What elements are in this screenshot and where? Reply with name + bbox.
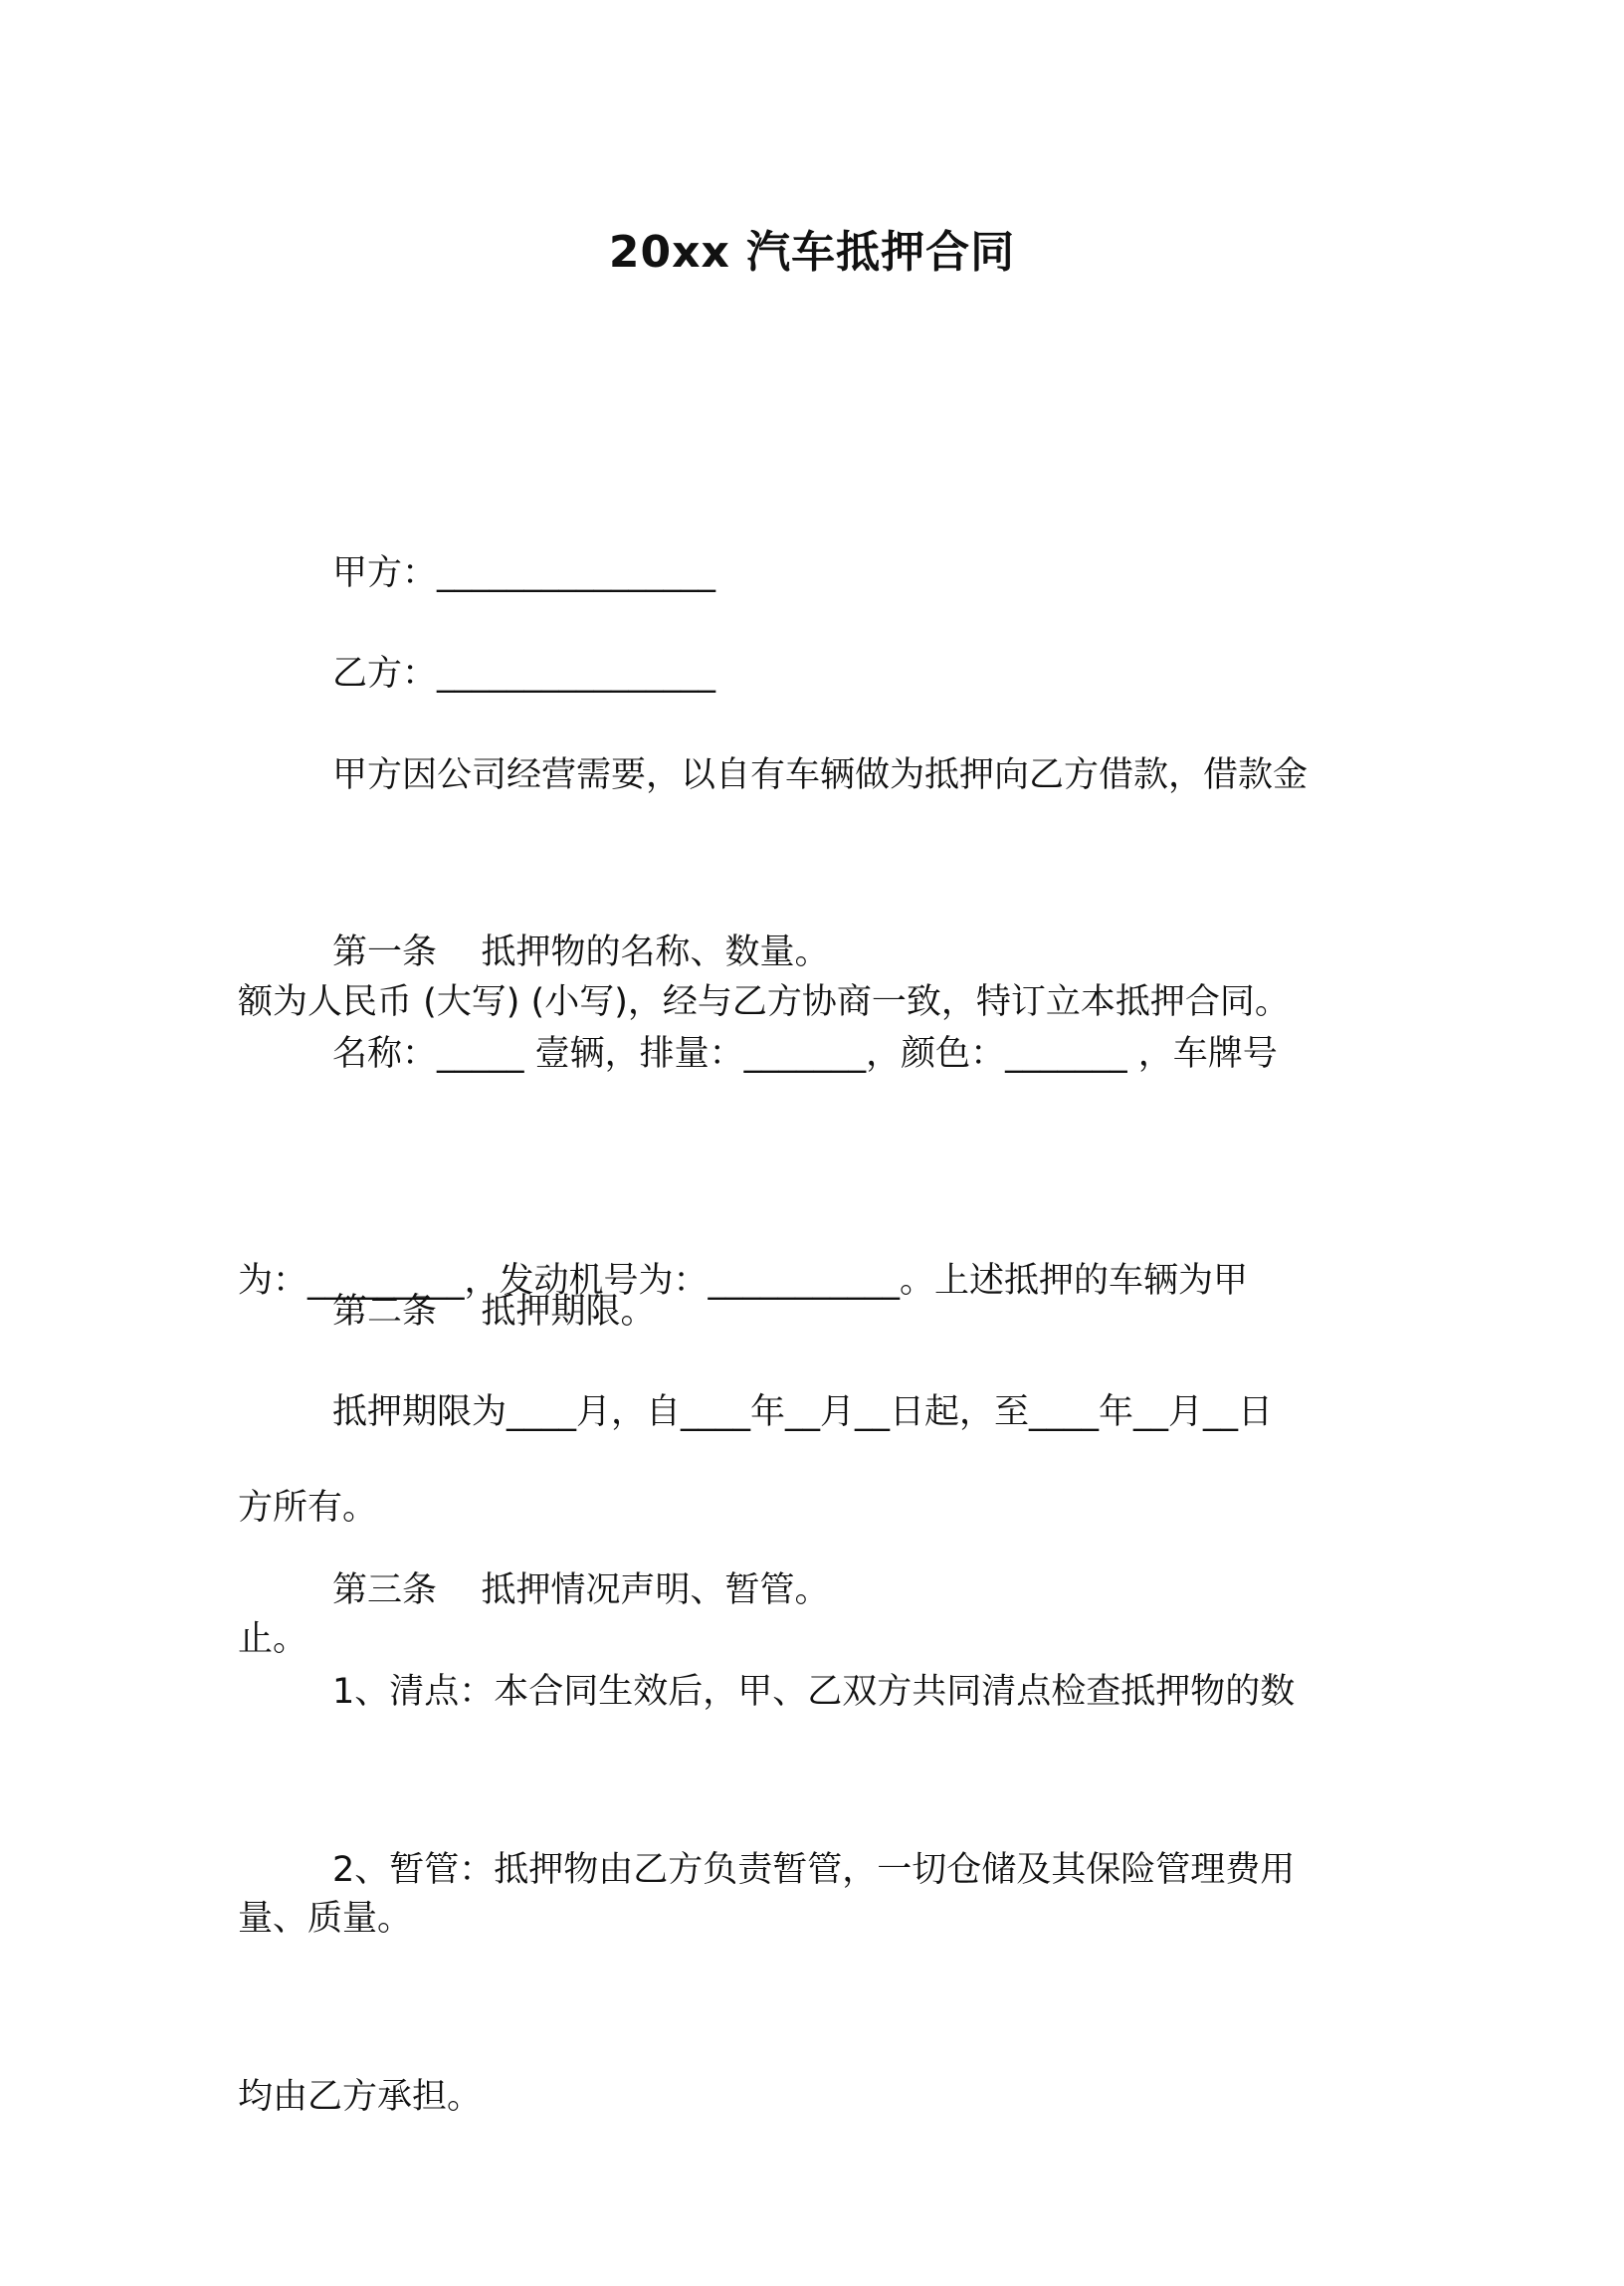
article-3-item-1-line-2: 量、质量。 bbox=[238, 1899, 413, 1939]
article-3-item-1-line-1: 1、清点：本合同生效后，甲、乙双方共同清点检查抵押物的数 bbox=[332, 1672, 1296, 1712]
article-2-heading-text: 第二条 抵押期限。 bbox=[332, 1292, 656, 1332]
party-b-label: 乙方：________________ bbox=[332, 654, 716, 694]
article-3-item-2 bbox=[238, 1681, 1382, 2286]
article-1-line-1: 名称：_____ 壹辆，排量：_______，颜色：_______ ，车牌号 bbox=[332, 1034, 1278, 1074]
article-3-heading-text: 第三条 抵押情况声明、暂管。 bbox=[332, 1570, 830, 1610]
article-3-item-2-line-2: 均由乙方承担。 bbox=[238, 2077, 483, 2117]
article-2-line-1: 抵押期限为____月，自____年__月__日起，至____年__月__日 bbox=[332, 1392, 1274, 1432]
party-a-label: 甲方：________________ bbox=[332, 553, 716, 593]
article-3-item-2-line-1: 2、暂管：抵押物由乙方负责暂管，一切仓储及其保险管理费用 bbox=[332, 1850, 1296, 1890]
article-1-line-2: 为：_________，发动机号为：___________。上述抵押的车辆为甲 bbox=[238, 1261, 1249, 1301]
article-1-line-3: 方所有。 bbox=[238, 1488, 378, 1528]
article-1-heading-text: 第一条 抵押物的名称、数量。 bbox=[332, 933, 830, 972]
article-2-line-2: 止。 bbox=[238, 1619, 308, 1659]
intro-line-2: 额为人民币 (大写) (小写)，经与乙方协商一致，特订立本抵押合同。 bbox=[238, 982, 1290, 1022]
intro-line-1: 甲方因公司经营需要，以自有车辆做为抵押向乙方借款，借款金 bbox=[332, 755, 1309, 795]
document-title: 20xx 汽车抵押合同 bbox=[608, 227, 1016, 278]
